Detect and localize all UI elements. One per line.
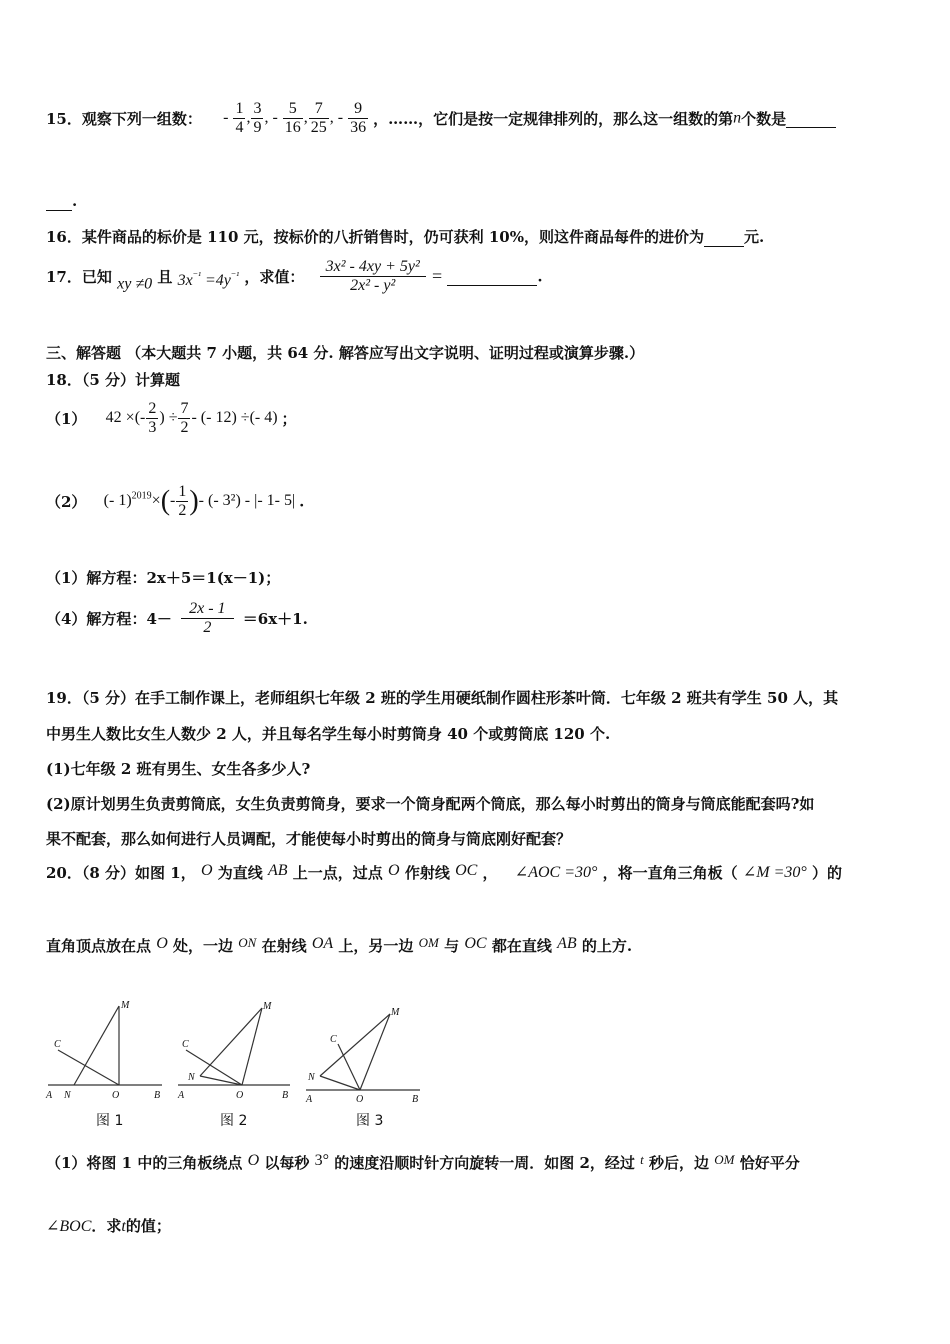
q18-part3: （1）解方程：2x＋5＝1(x－1)； (46, 569, 281, 587)
q19-line1: 19．（5 分）在手工制作课上，老师组织七年级 2 班的学生用硬纸制作圆柱形茶叶筒．七年级 2 班共有学生 50 人，其 (46, 689, 839, 707)
q19-part2-line1: (2)原计划男生负责剪筒底，女生负责剪筒身，要求一个筒身配两个筒底，那么每小时剪出的筒身与筒底能配套吗?如 (46, 795, 815, 813)
q17-fraction: $\frac{\text{3x² - 4xy + 5y²}}{\text{2x² - y²}}$ (320, 258, 426, 295)
fig2-label-B: B (282, 1090, 289, 1101)
fig3-label-O: O (356, 1094, 364, 1105)
fig2-label-C: C (182, 1039, 189, 1050)
fig2-label-A: A (178, 1090, 185, 1101)
q15-blank-continued: . (46, 192, 77, 211)
q15-sequence: - $\frac{1}{4}$ , $\frac{3}{9}$ , - $\frac{5}{16}$ , $\frac{7}{25}$ , - $\frac{9}{36}$ (223, 100, 367, 136)
fig2-label-M: M (263, 1001, 272, 1012)
fig1-label-A: A (46, 1090, 53, 1101)
q20-line1: 20．（8 分）如图 1， O 为直线 AB 上一点，过点 O 作射线 OC ， ∠AOC =30° ，将一直角三角板（ ∠M =30° ）的 (46, 862, 843, 882)
figure-1 (44, 998, 164, 1106)
q17-answer-blank[interactable] (447, 267, 537, 286)
fig3-label-B: B (412, 1094, 419, 1105)
q19-part1: (1)七年级 2 班有男生、女生各多少人? (46, 760, 311, 778)
q16-line: 16．某件商品的标价是 110 元，按标价的八折销售时，仍可获利 10%，则这件商品每件的进价为 元. (46, 228, 765, 246)
figure-2-caption: 图 2 (220, 1113, 248, 1129)
q15-number: 15．观察下列一组数： (46, 110, 202, 128)
figure-2 (174, 998, 294, 1106)
fig1-label-C: C (54, 1039, 61, 1050)
fig1-label-O: O (112, 1090, 120, 1101)
q20-line2: 直角顶点放在点 O 处，一边 ON 在射线 OA 上，另一边 OM 与 OC 都在直线 AB 的上方. (46, 935, 633, 955)
figure-3-caption: 图 3 (356, 1113, 384, 1129)
fig3-label-C: C (330, 1034, 337, 1045)
fig1-label-N: N (64, 1090, 71, 1101)
fig1-label-B: B (154, 1090, 161, 1101)
fig3-label-M: M (391, 1007, 400, 1018)
figure-1-caption: 图 1 (96, 1113, 124, 1129)
q20-part1-line2: ∠BOC．求t的值； (46, 1217, 171, 1235)
q18-part2: （2） (- 1)$^{2019}$×(- $\frac{1}{2}$ )- (- 3²) - |- 1- 5| . (46, 483, 305, 519)
fig3-label-N: N (308, 1072, 315, 1083)
fig2-label-N: N (188, 1072, 195, 1083)
q18-part1: （1） 42 ×(- $\frac{2}{3}$ ) ÷ $\frac{7}{2}$ - (- 12) ÷(- 4) ； (46, 400, 297, 436)
q15-answer-blank[interactable] (786, 109, 836, 128)
figure-3 (302, 998, 424, 1106)
fig2-label-O: O (236, 1090, 244, 1101)
fig3-label-A: A (306, 1094, 313, 1105)
q19-line2: 中男生人数比女生人数少 2 人，并且每名学生每小时剪筒身 40 个或剪筒底 120 个. (46, 725, 611, 743)
section-heading: 三、解答题 （本大题共 7 小题，共 64 分. 解答应写出文字说明、证明过程或演算步骤.） (46, 344, 645, 362)
fig1-label-M: M (121, 1000, 130, 1011)
q19-part2-line2: 果不配套，那么如何进行人员调配，才能使每小时剪出的筒身与筒底刚好配套？ (46, 830, 572, 848)
q17-line: 17．已知 xy ≠0 且 $3x^{^{-1}} =4y^{^{-1}}$ ，求值： $\frac{\text{3x² - 4xy + 5y²}}{\text{2x² - y²}}$ = . (46, 258, 543, 294)
q18-part4: （4）解方程：4－ $\frac{2x - 1}{2}$ ＝6x＋1. (46, 600, 308, 636)
q16-answer-blank[interactable] (704, 228, 744, 247)
q20-part1-line1: （1）将图 1 中的三角板绕点 O 以每秒 3° 的速度沿顺时针方向旋转一周．如图 2，经过 t 秒后，边 OM 恰好平分 (46, 1152, 800, 1172)
q18-title: 18．（5 分）计算题 (46, 371, 181, 389)
q15-line: 15．观察下列一组数： - $\frac{1}{4}$ , $\frac{3}{9}$ , - $\frac{5}{16}$ , $\frac{7}{25}$ , - $\frac{9}{36}$ ，……，它们是按一定规律排列的，那么这一组数的第n个数是 (46, 100, 836, 140)
